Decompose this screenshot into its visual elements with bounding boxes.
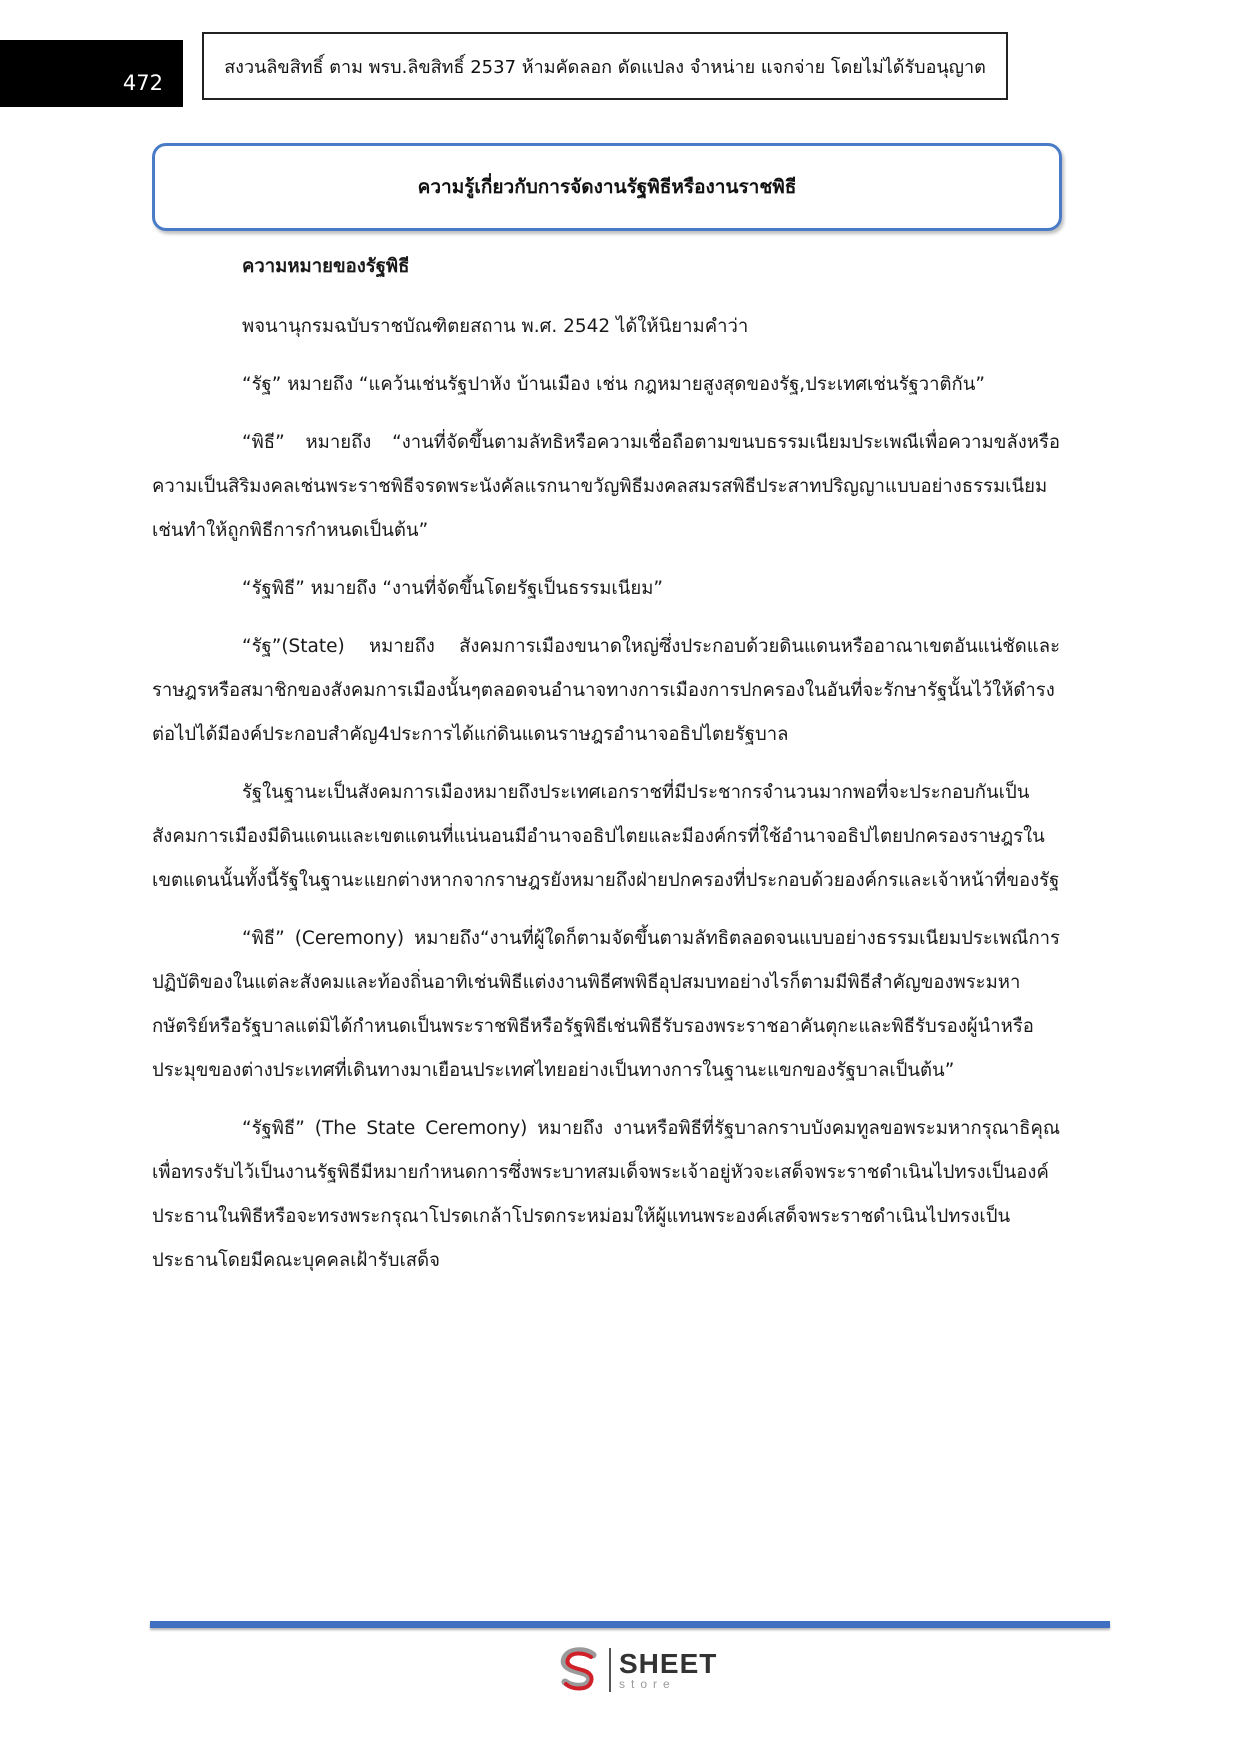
paragraph: “รัฐ”(State) หมายถึง สังคมการเมืองขนาดใหญ่ซึ่งประกอบด้วยดินแดนหรืออาณาเขตอันแน่ชัดและราษฎรหรือสมาชิกของสังคมการเมืองนั้นๆตลอดจนอำนาจทางการเมืองการปกครองในอันที่จะรักษารัฐนั้นไว้ให้ดำรงต่อไปได้มีองค์ประกอบสำคัญ4ประการได้แก่ดินแดนราษฎรอำนาจอธิปไตยรัฐบาล <box>152 636 1060 745</box>
paragraph: “รัฐ” หมายถึง “แคว้นเช่นรัฐปาหัง บ้านเมือง เช่น กฎหมายสูงสุดของรัฐ,ประเทศเช่นรัฐวาติกัน” <box>242 374 985 395</box>
logo-subtext: store <box>619 1677 676 1691</box>
paragraph: พจนานุกรมฉบับราชบัณฑิตยสถาน พ.ศ. 2542 ได้ให้นิยามคำว่า <box>242 316 749 337</box>
paragraph: “รัฐพิธี” หมายถึง “งานที่จัดขึ้นโดยรัฐเป็นธรรมเนียม” <box>242 578 664 599</box>
footer-divider <box>150 1621 1110 1628</box>
logo-text: SHEET <box>619 1648 718 1679</box>
paragraph: “พิธี” หมายถึง “งานที่จัดขึ้นตามลัทธิหรือความเชื่อถือตามขนบธรรมเนียมประเพณีเพื่อความขลังหรือความเป็นสิริมงคลเช่นพระราชพิธีจรดพระนังคัลแรกนาขวัญพิธีมงคลสมรสพิธีประสาทปริญญาแบบอย่างธรรมเนียมเช่นทำให้ถูกพิธีการกำหนดเป็นต้น” <box>152 432 1060 541</box>
sheet-logo-icon <box>555 1645 605 1695</box>
paragraph: “พิธี” (Ceremony) หมายถึง“งานที่ผู้ใดก็ตามจัดขึ้นตามลัทธิตลอดจนแบบอย่างธรรมเนียมประเพณีการปฏิบัติของในแต่ละสังคมและท้องถิ่นอาทิเช่นพิธีแต่งงานพิธีศพพิธีอุปสมบทอย่างไรก็ตามมีพิธีสำคัญของพระมหากษัตริย์หรือรัฐบาลแต่มิได้กำหนดเป็นพระราชพิธีหรือรัฐพิธีเช่นพิธีรับรองพระราชอาคันตุกะและพิธีรับรองผู้นำหรือประมุขของต่างประเทศที่เดินทางมาเยือนประเทศไทยอย่างเป็นทางการในฐานะแขกของรัฐบาลเป็นต้น” <box>152 928 1060 1081</box>
document-body <box>152 245 1060 1297</box>
paragraph: รัฐในฐานะเป็นสังคมการเมืองหมายถึงประเทศเอกราชที่มีประชากรจำนวนมากพอที่จะประกอบกันเป็นสังคมการเมืองมีดินแดนและเขตแดนที่แน่นอนมีอำนาจอธิปไตยและมีองค์กรที่ใช้อำนาจอธิปไตยปกครองราษฎรในเขตแดนนั้นทั้งนี้รัฐในฐานะแยกต่างหากจากราษฎรยังหมายถึงฝ่ายปกครองที่ประกอบด้วยองค์กรและเจ้าหน้าที่ของรัฐ <box>152 782 1060 891</box>
section-title: ความรู้เกี่ยวกับการจัดงานรัฐพิธีหรืองานราชพิธี <box>152 143 1062 231</box>
copyright-notice: สงวนลิขสิทธิ์ ตาม พรบ.ลิขสิทธิ์ 2537 ห้ามคัดลอก ดัดแปลง จำหน่าย แจกจ่าย โดยไม่ได้รับอนุญาต <box>202 32 1008 100</box>
page-number: 472 <box>0 40 183 107</box>
paragraph: “รัฐพิธี” (The State Ceremony) หมายถึง งานหรือพิธีที่รัฐบาลกราบบังคมทูลขอพระมหากรุณาธิคุณเพื่อทรงรับไว้เป็นงานรัฐพิธีมีหมายกำหนดการซึ่งพระบาทสมเด็จพระเจ้าอยู่หัวจะเสด็จพระราชดำเนินไปทรงเป็นองค์ประธานในพิธีหรือจะทรงพระกรุณาโปรดเกล้าโปรดกระหม่อมให้ผู้แทนพระองค์เสด็จพระราชดำเนินไปทรงเป็นประธานโดยมีคณะบุคคลเฝ้ารับเสด็จ <box>152 1118 1060 1271</box>
definition-heading: ความหมายของรัฐพิธี <box>242 256 410 277</box>
sheet-store-logo <box>555 1645 717 1695</box>
logo-divider <box>609 1648 611 1692</box>
